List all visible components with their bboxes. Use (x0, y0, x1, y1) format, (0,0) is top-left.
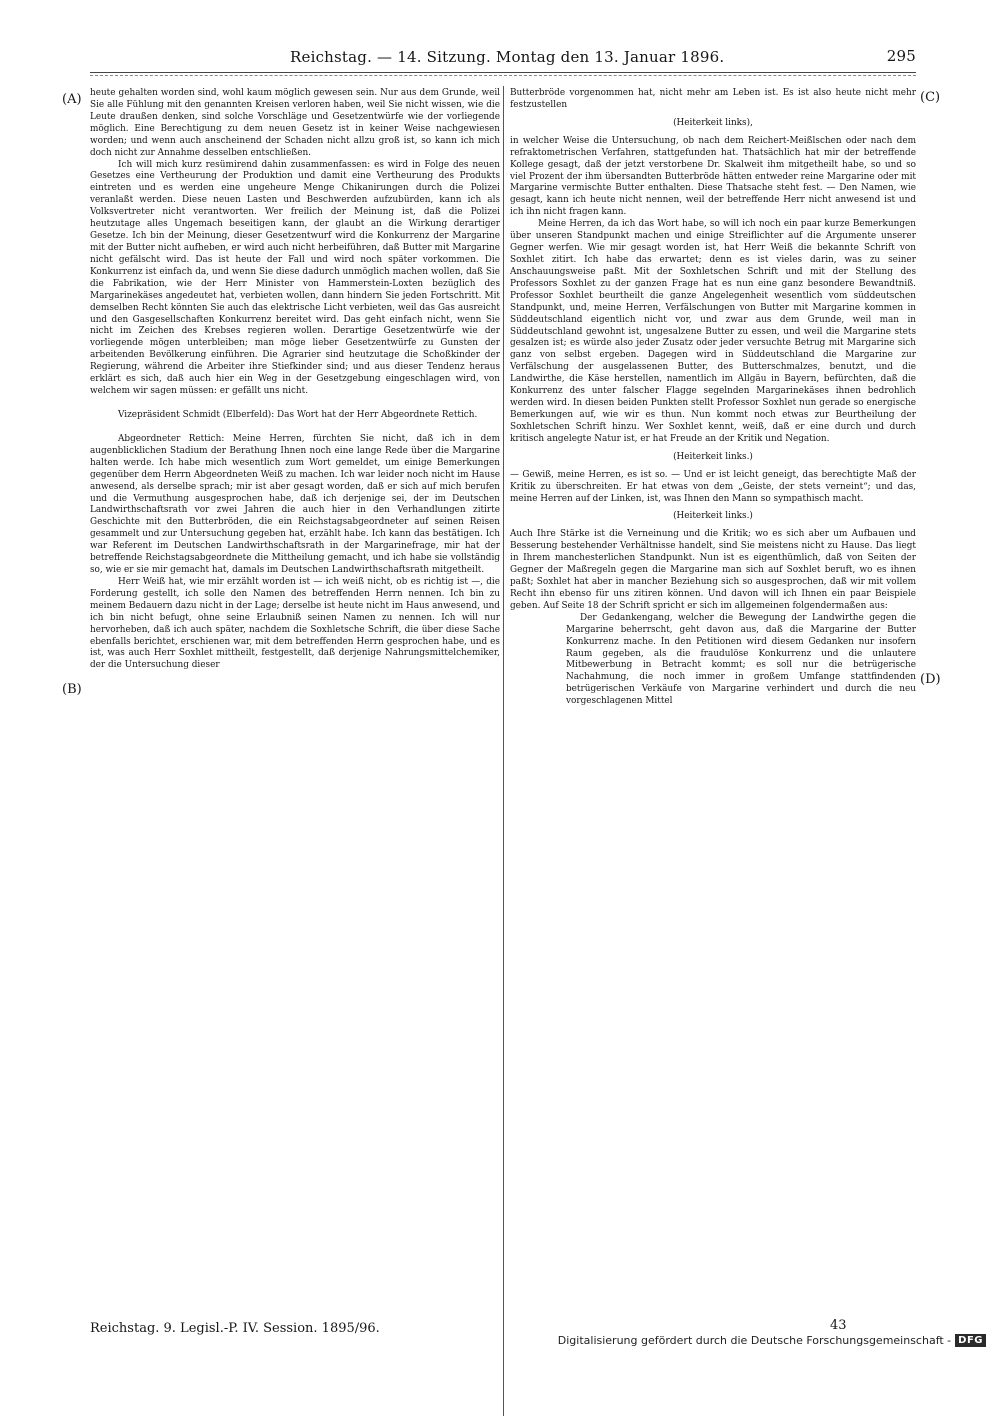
margin-marker-d: (D) (920, 672, 941, 687)
header-rule-dashed (90, 75, 916, 76)
margin-marker-b: (B) (62, 682, 82, 697)
left_column-paragraph: Vizepräsident Schmidt (Elberfeld): Das Wort hat der Herr Abgeordnete Rettich. (118, 409, 478, 420)
right_column-paragraph: Butterbröde vorgenommen hat, nicht mehr am Leben ist. Es ist also heute nicht mehr festzustellen (510, 88, 916, 110)
left_column-paragraph: Abgeordneter Rettich: Meine Herren, fürchten Sie nicht, daß ich in dem augenblicklichen Stadium der Berathung Ihnen noch eine lange Rede über die Margarine halten werde. Ich habe mich wesentlich zum Wort gemeldet, um einige Bemerkungen gegenüber dem Herrn Abgeordneten Weiß zu machen. Ich war leider noch nicht im Hause anwesend, als derselbe sprach; mir ist aber gesagt worden, daß er sich auf mich berufen und die Vermuthung ausgesprochen habe, daß ich derjenige sei, der im Deutschen Landwirthschaftsrath vor zwei Jahren die auch hier in den Verhandlungen zitirte Geschichte mit den Butterbröden, die ein Reichstagsabgeordneter auf seinen Reisen gesammelt und zur Untersuchung gegeben hat, erzählt habe. Ich kann das bestätigen. Ich war Referent im Deutschen Landwirthschaftsrath in der Margarinefrage, mir hat der betreffende Reichstagsabgeordnete die Mittheilung gemacht, und ich habe sie vollständig so, wie er sie mir gemacht hat, damals im Deutschen Landwirthschaftsrath mitgetheilt. (90, 433, 500, 576)
right-column (510, 88, 916, 1388)
right_column-paragraph: Meine Herren, da ich das Wort habe, so will ich noch ein paar kurze Bemerkungen über unseren Standpunkt machen und einige Streiflichter auf die Argumente unserer Gegner werfen. Wie mir gesagt worden ist, hat Herr Weiß die bekannte Schrift von Soxhlet zitirt. Ich habe das erwartet; denn es ist vieles darin, was zu seiner Anschauungsweise paßt. Mit der Soxhletschen Schrift und mit der Stellung des Professors Soxhlet zu der ganzen Frage hat es nun eine ganz besondere Bewandtniß. Professor Soxhlet beurtheilt die ganze Angelegenheit wesentlich vom süddeutschen Standpunkt, und, meine Herren, Verfälschungen von Butter mit Margarine kommen in Süddeutschland eigentlich nicht vor, und zwar aus dem Grunde, weil man in Süddeutschland gewohnt ist, ungesalzene Butter zu essen, und weil die Margarine stets gesalzen ist; es würde also jeder Zusatz oder jeder versuchte Betrug mit Margarine sich ganz von selbst ergeben. Dagegen wird in Süddeutschland die Margarine zur Verfälschung der ausgelassenen Butter, des Butterschmalzes, benutzt, und die Landwirthe, die Käse herstellen, namentlich im Allgäu in Bayern, befürchten, daß die Konkurrenz des unter falscher Flagge segelnden Margarinekäses ihnen bedrohlich werden wird. In diesen beiden Punkten stellt Professor Soxhlet nun gerade so energische Bemerkungen auf, wie wir es thun. Nun kommt noch etwas zur Beurtheilung der Soxhletschen Schrift hinzu. Wer Soxhlet kennt, weiß, daß er eine durch und durch kritisch angelegte Natur ist, er hat Freude an der Kritik und Negation. (510, 219, 916, 444)
margin-marker-a: (A) (62, 92, 82, 107)
right_column-paragraph: Der Gedankengang, welcher die Bewegung der Landwirthe gegen die Margarine beherrscht, geht davon aus, daß die Margarine der Butter Konkurrenz mache. In den Petitionen wird diesem Gedanken nur insofern Raum gegeben, als die fraudulöse Konkurrenz und die unlautere Mitbewerbung in Betracht kommt; es soll nur die betrügerische Nachahmung, die noch immer in großem Umfange stattfindenden betrügerischen Verkäufe von Margarine verhindert und durch die neu vorgeschlagenen Mittel (566, 612, 916, 707)
right_column-paragraph: (Heiterkeit links.) (673, 451, 753, 462)
dfg-logo: DFG (955, 1334, 986, 1347)
right_column-paragraph: Auch Ihre Stärke ist die Verneinung und die Kritik; wo es sich aber um Aufbauen und Besserung bestehender Verhältnisse handelt, sind Sie meistens nicht zu Hause. Das liegt in Ihrem manchesterlichen Standpunkt. Nun ist es eigenthümlich, daß von Seiten der Gegner der Maßregeln gegen die Margarine man sich auf Soxhlet beruft, wo es ihnen paßt; Soxhlet hat aber in mancher Beziehung sich so ausgesprochen, daß wir mit vollem Recht ihn ebenso für uns zitiren können. Und davon will ich Ihnen ein paar Beispiele geben. Auf Seite 18 der Schrift spricht er sich im allgemeinen folgendermaßen aus: (510, 529, 916, 611)
sheet-number: 43 (830, 1318, 847, 1333)
left_column-paragraph: heute gehalten worden sind, wohl kaum möglich gewesen sein. Nur aus dem Grunde, weil Sie alle Fühlung mit den genannten Kreisen verloren haben, weil Sie nicht wissen, wie die Leute draußen denken, sind solche Vorschläge und Gesetzentwürfe wie der vorliegende möglich. Eine Berechtigung zu dem neuen Gesetz ist in keiner Weise nachgewiesen worden; und wenn auch anscheinend der Schaden nicht allzu groß ist, so kann ich mich doch nicht zur Annahme desselben entschließen. (90, 88, 500, 158)
page-number: 295 (886, 47, 916, 65)
right_column-paragraph: in welcher Weise die Untersuchung, ob nach dem Reichert-Meißlschen oder nach dem refraktometrischen Verfahren, stattgefunden hat. Thatsächlich hat mir der betreffende Kollege gesagt, daß der jetzt verstorbene Dr. Skalweit ihm mitgetheilt habe, so und so viel Prozent der ihm übersandten Butterbröde hätten entweder reine Margarine oder mit Margarine vermischte Butter enthalten. Diese Thatsache steht fest. — Den Namen, wie gesagt, kann ich heute nicht nennen, weil der betreffende Herr nicht anwesend ist und ich ihn nicht fragen kann. (510, 135, 916, 218)
right_column-paragraph: — Gewiß, meine Herren, es ist so. — Und er ist leicht geneigt, das berechtigte Maß der Kritik zu überschreiten. Er hat etwas von dem „Geiste, der stets verneint“; und das, meine Herren auf der Linken, ist, was Ihnen den Mann so sympathisch macht. (510, 469, 916, 504)
right_column-paragraph: (Heiterkeit links), (673, 117, 753, 128)
column-divider (503, 86, 504, 1416)
digitization-text: Digitalisierung gefördert durch die Deutsche Forschungsgemeinschaft - (557, 1334, 952, 1347)
left_column-paragraph: Ich will mich kurz resümirend dahin zusammenfassen: es wird in Folge des neuen Gesetzes eine Vertheurung der Produktion und damit eine Vertheurung des Produkts eintreten und es werden eine ungeheure Menge Chikanirungen durch die Polizei veranlaßt werden. Diese neuen Lasten und Beschwerden aufzubürden, kann ich als Volksvertreter nicht verantworten. Wer freilich der Meinung ist, daß die Polizei heutzutage alles Ungemach beseitigen kann, der glaubt an die Wirkung derartiger Gesetze. Ich bin der Meinung, dieser Gesetzentwurf wird die Konkurrenz der Margarine mit der Butter nicht aufheben, er wird auch nicht herbeiführen, daß Butter mit Margarine nicht gefälscht wird. Das ist heute der Fall und wird noch später vorkommen. Die Konkurrenz ist einfach da, und wenn Sie diese dadurch unmöglich machen wollen, daß Sie die Fabrikation, wie der Herr Minister von Hammerstein-Loxten bezüglich des Margarinekäses angedeutet hat, verbieten wollen, dann hindern Sie jeden Fortschritt. Mit demselben Recht könnten Sie auch das elektrische Licht verbieten, weil das Gas ausreicht und den Gasgesellschaften Konkurrenz bereitet wird. Das geht einfach nicht, wenn Sie nicht im Zeichen des Krebses regieren wollen. Derartige Gesetzentwürfe wie der vorliegende mögen unterbleiben; man möge lieber Gesetzentwürfe zu Gunsten der arbeitenden Bevölkerung einführen. Die Agrarier sind heutzutage die Schoßkinder der Regierung, während die Arbeiter ihre Stiefkinder sind; und aus dieser Tendenz heraus erklärt es sich, daß auch hier ein Weg in der Gesetzgebung eingeschlagen wird, von welchem wir sagen müssen: er gefällt uns nicht. (90, 159, 500, 397)
right_column-paragraph: (Heiterkeit links.) (673, 511, 753, 522)
digitization-credit (558, 1334, 986, 1347)
page-header (90, 48, 916, 70)
left_column-paragraph: Herr Weiß hat, wie mir erzählt worden ist — ich weiß nicht, ob es richtig ist —, die Forderung gestellt, ich solle den Namen des betreffenden Herrn nennen. Ich bin zu meinem Bedauern dazu nicht in der Lage; derselbe ist heute nicht im Haus anwesend, und ich bin nicht befugt, ohne seine Erlaubniß seinen Namen zu nennen. Ich will nur hervorheben, daß ich auch später, nachdem die Soxhletsche Schrift, die über diese Sache ebenfalls berichtet, erschienen war, mit dem betreffenden Herrn gesprochen habe, und es ist, was auch Herr Soxhlet mittheilt, festgestellt, daß derjenige Nahrungsmittelchemiker, der die Untersuchung dieser (90, 576, 500, 671)
left-column (90, 88, 500, 1388)
header-title: Reichstag. — 14. Sitzung. Montag den 13. Januar 1896. (290, 48, 725, 66)
header-rule (90, 72, 916, 73)
footer-session-info: Reichstag. 9. Legisl.-P. IV. Session. 1895/96. (90, 1321, 380, 1336)
margin-marker-c: (C) (920, 90, 941, 105)
